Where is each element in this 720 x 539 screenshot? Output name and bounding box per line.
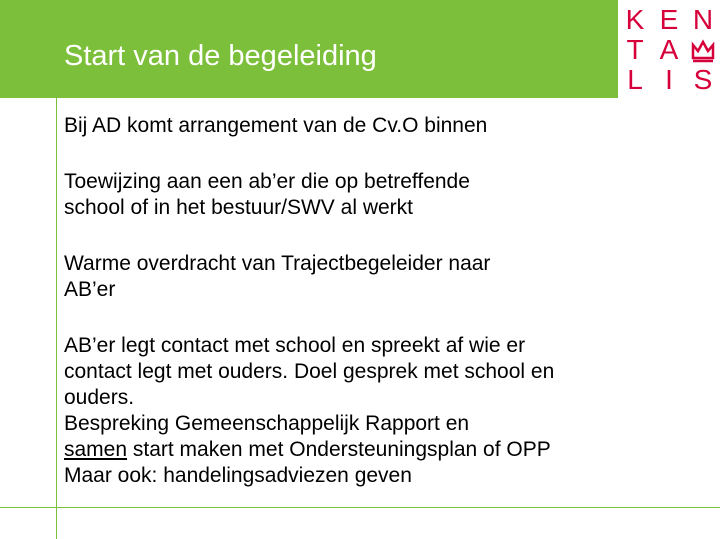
logo-letter-t: T xyxy=(626,34,644,65)
bullet-line: school of in het bestuur/SWV al werkt xyxy=(64,196,413,219)
logo-letter-n: N xyxy=(692,4,714,35)
vertical-divider xyxy=(56,0,57,539)
bullet-line xyxy=(64,437,554,463)
logo-letter-s: S xyxy=(693,64,713,95)
bullet-line: Bij AD komt arrangement van de Cv.O binnen xyxy=(64,114,488,137)
bullet-1 xyxy=(64,113,487,139)
logo-letter-i: I xyxy=(665,64,673,95)
logo-letter-k: K xyxy=(625,4,645,35)
logo-letter-a: A xyxy=(659,34,679,65)
bullet-line: Maar ook: handelingsadviezen geven xyxy=(64,464,412,487)
logo-letter-l: L xyxy=(627,64,643,95)
kentalis-logo xyxy=(618,0,720,100)
bullet-line: Warme overdracht van Trajectbegeleider naar xyxy=(64,252,491,275)
crown-icon xyxy=(690,36,716,64)
bullet-line: Bespreking Gemeenschappelijk Rapport en xyxy=(64,412,470,435)
bullet-line: Toewijzing aan een ab’er die op betreffende xyxy=(64,170,470,193)
underlined-word: samen xyxy=(64,438,128,461)
slide-title: Start van de begeleiding xyxy=(64,40,377,72)
bullet-line: contact legt met ouders. Doel gesprek met school en xyxy=(64,360,555,383)
bullet-line: AB’er xyxy=(64,278,116,301)
logo-letter-e: E xyxy=(659,4,679,35)
bullet-3 xyxy=(64,251,490,303)
bullet-line: ouders. xyxy=(64,386,135,409)
horizontal-divider xyxy=(0,507,720,508)
bullet-line: AB’er legt contact met school en spreekt af wie er xyxy=(64,334,526,357)
bullet-line-rest: start maken met Ondersteuningsplan of OPP xyxy=(132,438,551,461)
bullet-2 xyxy=(64,169,470,221)
title-bar xyxy=(0,0,720,98)
bullet-4 xyxy=(64,333,554,489)
